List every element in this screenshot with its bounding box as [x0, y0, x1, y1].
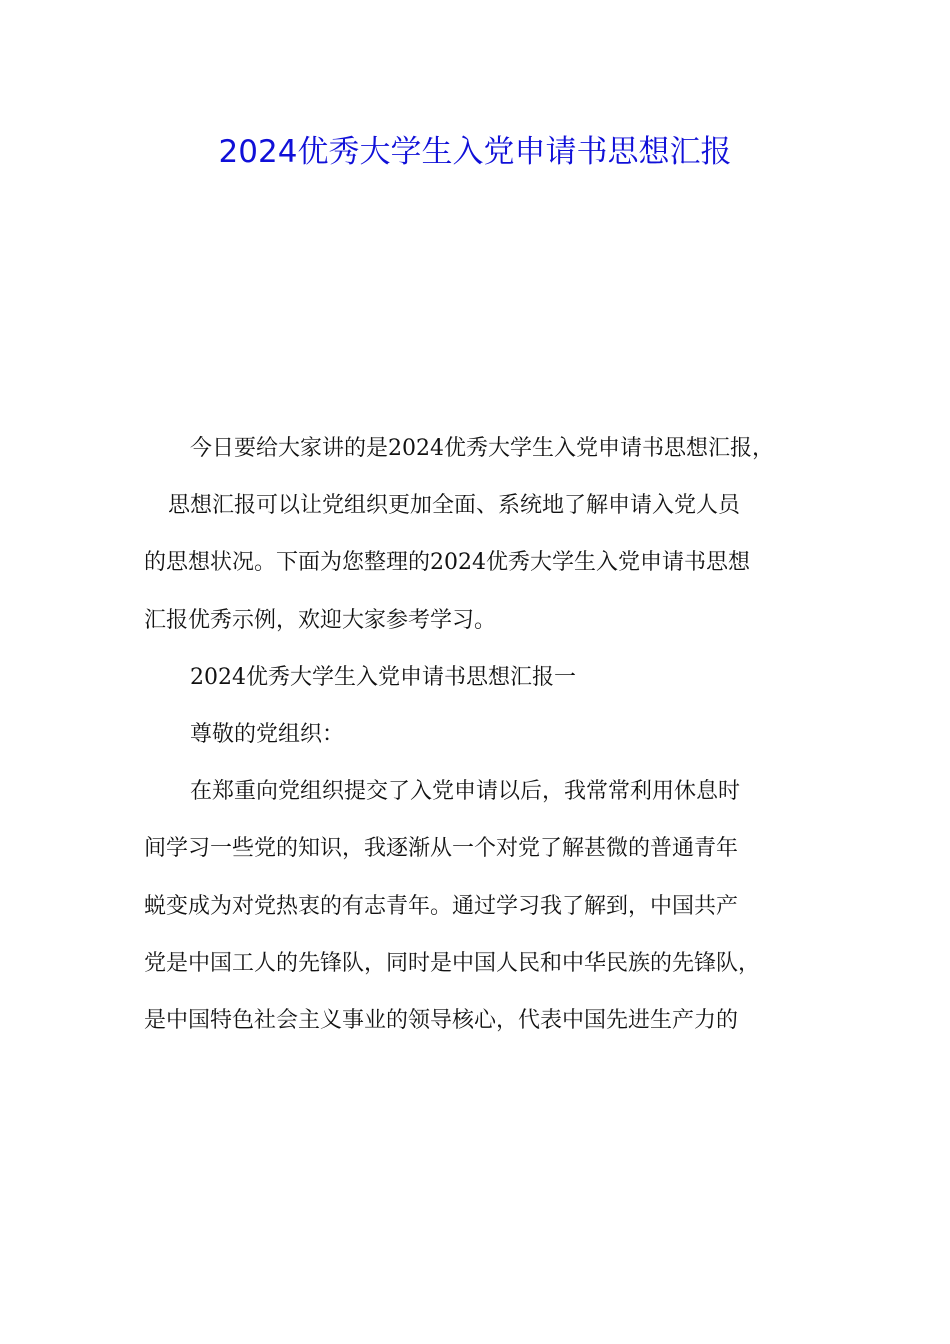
section-heading: 2024优秀大学生入党申请书思想汇报一 — [190, 664, 576, 690]
salutation: 尊敬的党组织： — [190, 721, 345, 747]
paragraph-line: 党是中国工人的先锋队，同时是中国人民和中华民族的先锋队， — [144, 950, 761, 976]
paragraph-line: 的思想状况。下面为您整理的2024优秀大学生入党申请书思想 — [144, 550, 750, 576]
document-title: 2024优秀大学生入党申请书思想汇报 — [218, 134, 732, 170]
paragraph-line: 是中国特色社会主义事业的领导核心，代表中国先进生产力的 — [144, 1007, 739, 1033]
paragraph-line: 今日要给大家讲的是2024优秀大学生入党申请书思想汇报， — [190, 436, 774, 461]
paragraph-line: 间学习一些党的知识，我逐渐从一个对党了解甚微的普通青年 — [144, 836, 739, 862]
paragraph-line: 在郑重向党组织提交了入党申请以后，我常常利用休息时 — [190, 779, 741, 805]
paragraph-line: 思想汇报可以让党组织更加全面、系统地了解申请入党人员 — [168, 493, 741, 519]
paragraph-line: 汇报优秀示例，欢迎大家参考学习。 — [144, 607, 497, 633]
document-body — [144, 420, 814, 1049]
paragraph-line: 蜕变成为对党热衷的有志青年。通过学习我了解到，中国共产 — [144, 893, 739, 919]
